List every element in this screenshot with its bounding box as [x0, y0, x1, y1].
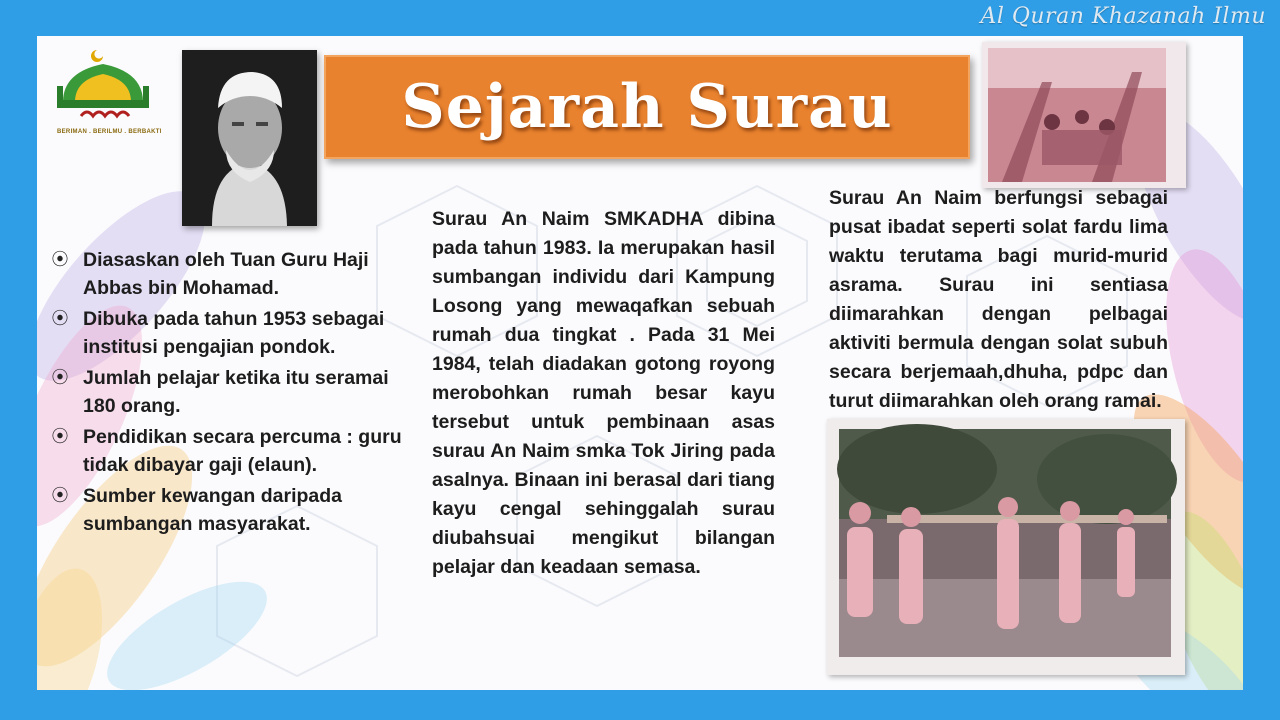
brand-title: Al Quran Khazanah Ilmu	[980, 4, 1266, 29]
historical-photo-students	[827, 419, 1185, 675]
list-item	[47, 482, 417, 538]
page-title: Sejarah Surau	[401, 72, 893, 142]
radio-target-icon: ⦿	[51, 309, 69, 328]
list-item	[47, 364, 417, 420]
bullet-text: Diasaskan oleh Tuan Guru Haji Abbas bin Mohamad.	[83, 249, 369, 299]
bullet-text: Jumlah pelajar ketika itu seramai 180 orang.	[83, 367, 389, 417]
title-banner	[324, 55, 970, 159]
right-paragraph: Surau An Naim berfungsi sebagai pusat ibadat seperti solat fardu lima waktu terutama bagi murid-murid asrama. Surau ini sentiasa diimarahkan dengan pelbagai aktiviti bermula dengan solat subuh secara berjemaah,dhuha, pdpc dan turut diimarahkan oleh orang ramai.	[829, 187, 1168, 412]
middle-paragraph: Surau An Naim SMKADHA dibina pada tahun 1983. Ia merupakan hasil sumbangan individu dari Kampung Losong yang mewaqafkan sebuah rumah dua tingkat . Pada 31 Mei 1984, telah diadakan gotong royong merobohkan rumah besar kayu tersebut untuk pembinaan asas surau An Naim smka Tok Jiring pada asalnya. Binaan ini berasal dari tiang kayu cengal sehinggalah surau diubahsuai mengikut bilangan pelajar dan keadaan semasa.	[432, 208, 775, 578]
founder-portrait	[182, 50, 317, 226]
radio-target-icon: ⦿	[51, 486, 69, 505]
radio-target-icon: ⦿	[51, 368, 69, 387]
slide	[37, 36, 1243, 690]
list-item	[47, 423, 417, 479]
history-bullet-list	[47, 246, 417, 541]
list-item	[47, 246, 417, 302]
mosque-dome-icon	[53, 42, 171, 128]
bullet-text: Pendidikan secara percuma : guru tidak dibayar gaji (elaun).	[83, 426, 402, 476]
list-item	[47, 305, 417, 361]
school-logo	[53, 42, 171, 140]
logo-tagline: BERIMAN . BERILMU . BERBAKTI	[57, 129, 162, 135]
radio-target-icon: ⦿	[51, 250, 69, 269]
bullet-text: Sumber kewangan daripada sumbangan masyarakat.	[83, 485, 342, 535]
radio-target-icon: ⦿	[51, 427, 69, 446]
historical-photo-construction	[982, 42, 1186, 188]
bullet-text: Dibuka pada tahun 1953 sebagai institusi pengajian pondok.	[83, 308, 385, 358]
